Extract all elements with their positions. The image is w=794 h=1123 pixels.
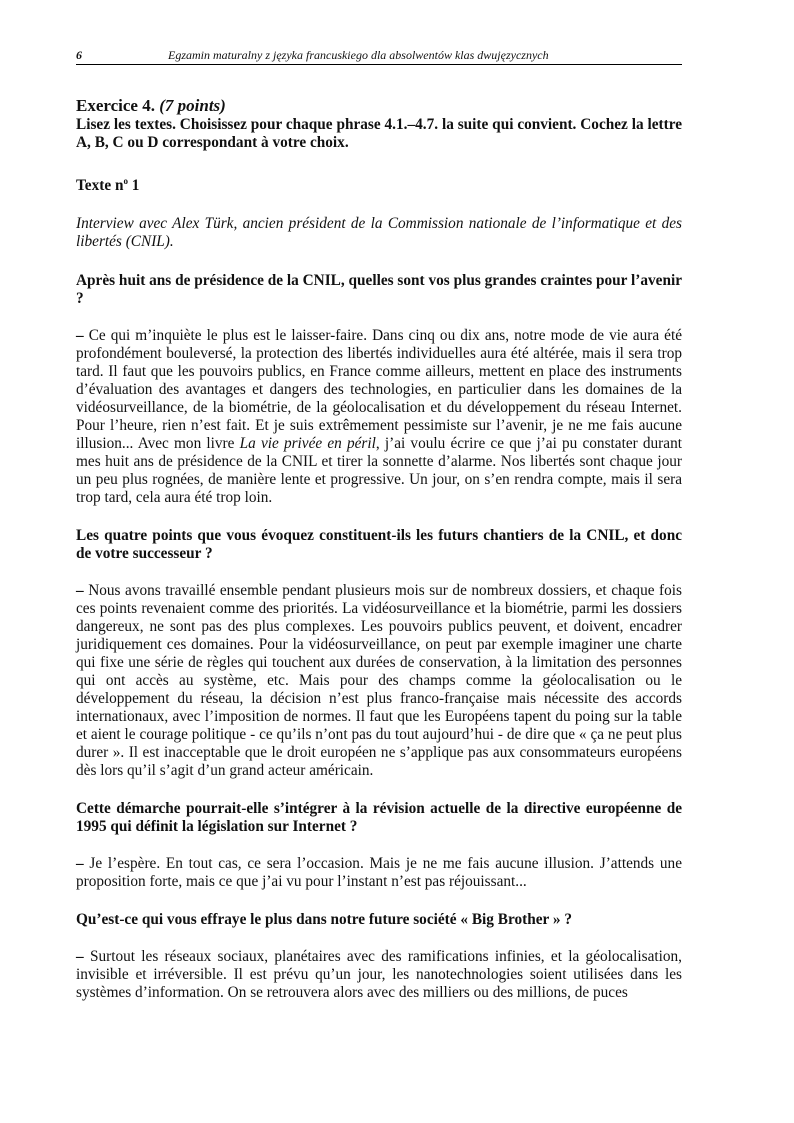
exercise-title: [76, 96, 682, 116]
answer-dash: –: [76, 855, 84, 873]
answer-1: [76, 327, 682, 507]
texte-label: [76, 172, 682, 195]
question-2: Les quatre points que vous évoquez constituent-ils les futurs chantiers de la CNIL, et donc de votre successeur ?: [76, 527, 682, 563]
answer-1-part-2: , j’ai voulu écrire ce que j’ai pu constater durant mes huit ans de présidence de la CNIL et tirer la sonnette d’alarme. Nos libertés sont chaque jour un peu plus rognées, de manière lente et progressive. Un jour, on s’en rendra compte, mais il sera trop tard, cela aura été trop loin.: [76, 435, 682, 507]
answer-3-text: Je l’espère. En tout cas, ce sera l’occasion. Mais je ne me fais aucune illusion. J’attends une proposition forte, mais ce que j’ai vu pour l’instant n’est pas réjouissant...: [76, 855, 682, 891]
page-content: [76, 96, 682, 1022]
answer-dash: –: [76, 327, 84, 345]
page-header: [76, 46, 682, 65]
texte-label-num: 1: [127, 177, 140, 195]
answer-dash: –: [76, 582, 84, 600]
answer-1-part-1: Ce qui m’inquiète le plus est le laisser-faire. Dans cinq ou dix ans, notre mode de vie aura été profondément bouleversé, la protection des libertés individuelles aura été altérée, mais il sera trop tard. Il faut que les pouvoirs publics, en France comme ailleurs, mettent en place des instruments d’évaluation des avantages et dangers des technologies, en particulier dans les domaines de la vidéosurveillance, de la biométrie, de la géolocalisation et du développement du réseau Internet. Pour l’heure, rien n’est fait. Et je suis extrêmement pessimiste sur l’avenir, je ne me fais aucune illusion... Avec mon livre: [76, 327, 682, 453]
exercise-points: (7 points): [159, 96, 226, 115]
book-title: La vie privée en péril: [239, 435, 376, 453]
exercise-title-text: Exercice 4.: [76, 96, 155, 115]
answer-4: [76, 948, 682, 1002]
answer-2: [76, 582, 682, 780]
texte-label-text: Texte n: [76, 177, 124, 195]
exercise-instructions: Lisez les textes. Choisissez pour chaque phrase 4.1.–4.7. la suite qui convient. Cochez la lettre A, B, C ou D correspondant à votre choix.: [76, 116, 682, 151]
header-title: Egzamin maturalny z języka francuskiego dla absolwentów klas dwujęzycznych: [168, 48, 549, 62]
answer-3: [76, 855, 682, 891]
page-number: 6: [76, 48, 82, 62]
texte-label-sup: o: [123, 176, 128, 186]
answer-2-text: Nous avons travaillé ensemble pendant plusieurs mois sur de nombreux dossiers, et chaque fois ces points revenaient comme des priorités. La vidéosurveillance et la biométrie, parmi les dossiers dangereux, ne sont pas des plus complexes. Les pouvoirs publics peuvent, et doivent, encadrer juridiquement ces domaines. Pour la vidéosurveillance, on peut par exemple imaginer une charte qui fixe une série de règles qui touchent aux durées de conservation, à la limitation des personnes qui ont accès au système, etc. Mais pour des champs comme la géolocalisation ou le développement du réseau, la décision n’est plus franco-française mais nécessite des accords internationaux, avec l’imposition de normes. Il faut que les Européens tapent du poing sur la table et aient le courage politique - ce qu’ils n’ont pas du tout aujourd’hui - de dire que « ça ne peut plus durer ». Il est inacceptable que le droit européen ne s’applique pas aux consommateurs européens dès lors qu’il s’agit d’un grand acteur américain.: [76, 582, 682, 780]
question-4: Qu’est-ce qui vous effraye le plus dans notre future société « Big Brother » ?: [76, 911, 572, 929]
question-1: Après huit ans de présidence de la CNIL, quelles sont vos plus grandes craintes pour l’avenir ?: [76, 272, 682, 308]
answer-dash: –: [76, 948, 84, 966]
answer-4-text: Surtout les réseaux sociaux, planétaires avec des ramifications infinies, et la géolocalisation, invisible et irréversible. Il est prévu qu’un jour, les nanotechnologies soient utilisées dans les systèmes d’information. On se retrouvera alors avec des milliers ou des millions, de puces: [76, 948, 682, 1002]
interview-intro: Interview avec Alex Türk, ancien président de la Commission nationale de l’informatique et des libertés (CNIL).: [76, 215, 682, 251]
question-3: Cette démarche pourrait-elle s’intégrer à la révision actuelle de la directive européenne de 1995 qui définit la législation sur Internet ?: [76, 800, 682, 836]
